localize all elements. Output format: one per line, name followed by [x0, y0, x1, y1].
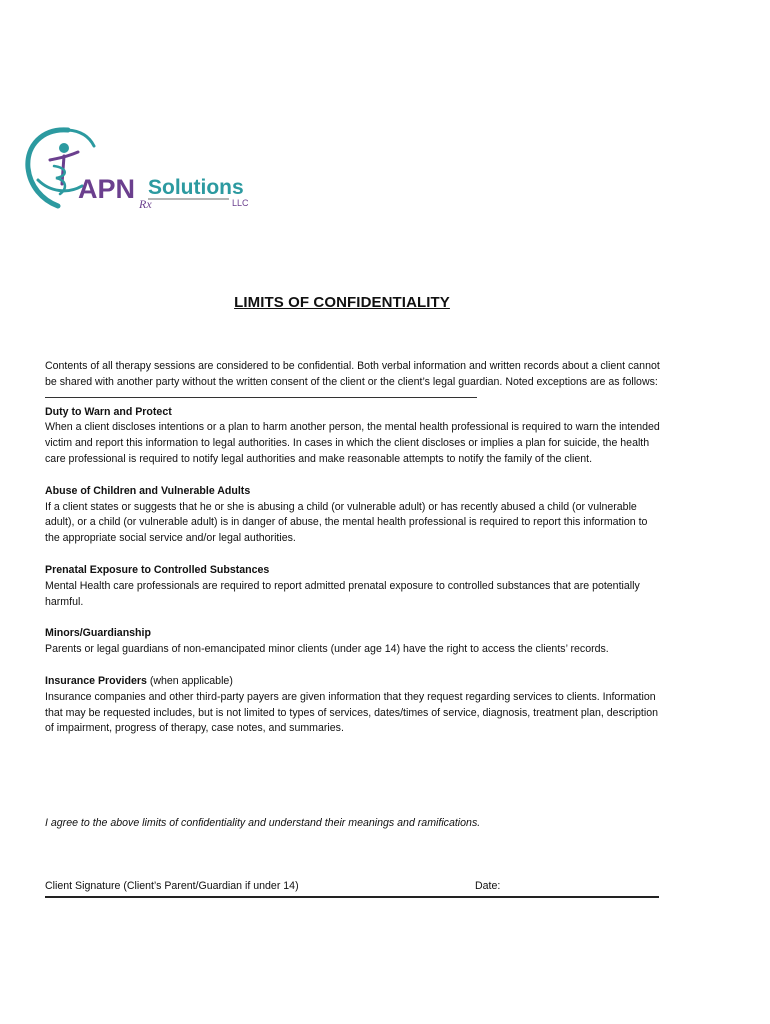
section-heading: Insurance Providers (when applicable): [45, 674, 233, 687]
page-title: LIMITS OF CONFIDENTIALITY: [234, 294, 450, 311]
section-body: Insurance companies and other third-party payers are given information that they request regarding services to clients. Information that may be requested includes, but is not limited to types of services, dates/times of service, diagnosis, treatment plan, description of impairment, progress of therapy, case notes, and summaries.: [45, 690, 658, 735]
logo-rx-text: Rx: [139, 197, 152, 211]
section-insurance: [45, 674, 665, 737]
section-minors: [45, 626, 665, 658]
signature-line[interactable]: [45, 880, 659, 898]
document-body: [45, 359, 665, 737]
section-heading: Abuse of Children and Vulnerable Adults: [45, 484, 251, 497]
logo-apn-text: APN: [78, 174, 136, 204]
date-label: Date:: [475, 880, 501, 892]
section-body: If a client states or suggests that he or she is abusing a child (or vulnerable adult) or has recently abused a child (or vulnerable adult), or a child (or vulnerable adult) is in danger of abuse, the mental health professional is required to report this information to the appropriate social service and/or legal authorities.: [45, 500, 648, 545]
company-logo: [24, 122, 264, 214]
section-heading-note: (when applicable): [146, 674, 233, 687]
logo-solutions-text: Solutions: [148, 176, 244, 199]
intro-paragraph: Contents of all therapy sessions are considered to be confidential. Both verbal information and written records about a client cannot be shared with another party without the written consent of the client or the client’s legal guardian. Noted exceptions are as follows:: [45, 360, 660, 388]
section-body: Parents or legal guardians of non-emancipated minor clients (under age 14) have the right to access the clients’ records.: [45, 643, 609, 656]
section-abuse: [45, 484, 665, 547]
section-body: Mental Health care professionals are required to report admitted prenatal exposure to controlled substances that are potentially harmful.: [45, 579, 640, 608]
logo-llc-text: LLC: [232, 198, 249, 208]
agreement-statement: I agree to the above limits of confidentiality and understand their meanings and ramifications.: [45, 817, 481, 829]
client-signature-label: Client Signature (Client’s Parent/Guardian if under 14): [45, 880, 299, 892]
apn-rx-logo-graphic: [24, 122, 264, 214]
section-divider: [45, 391, 477, 398]
section-heading: Prenatal Exposure to Controlled Substances: [45, 563, 270, 576]
section-heading: Minors/Guardianship: [45, 627, 151, 640]
section-body: When a client discloses intentions or a plan to harm another person, the mental health professional is required to warn the intended victim and report this information to legal authorities. In cases in which the client discloses or implies a plan for suicide, the health care professional is required to notify legal authorities and make reasonable attempts to notify the family of the client.: [45, 421, 660, 465]
section-prenatal: [45, 563, 665, 610]
section-duty-to-warn: [45, 405, 665, 468]
section-heading: Duty to Warn and Protect: [45, 405, 172, 418]
